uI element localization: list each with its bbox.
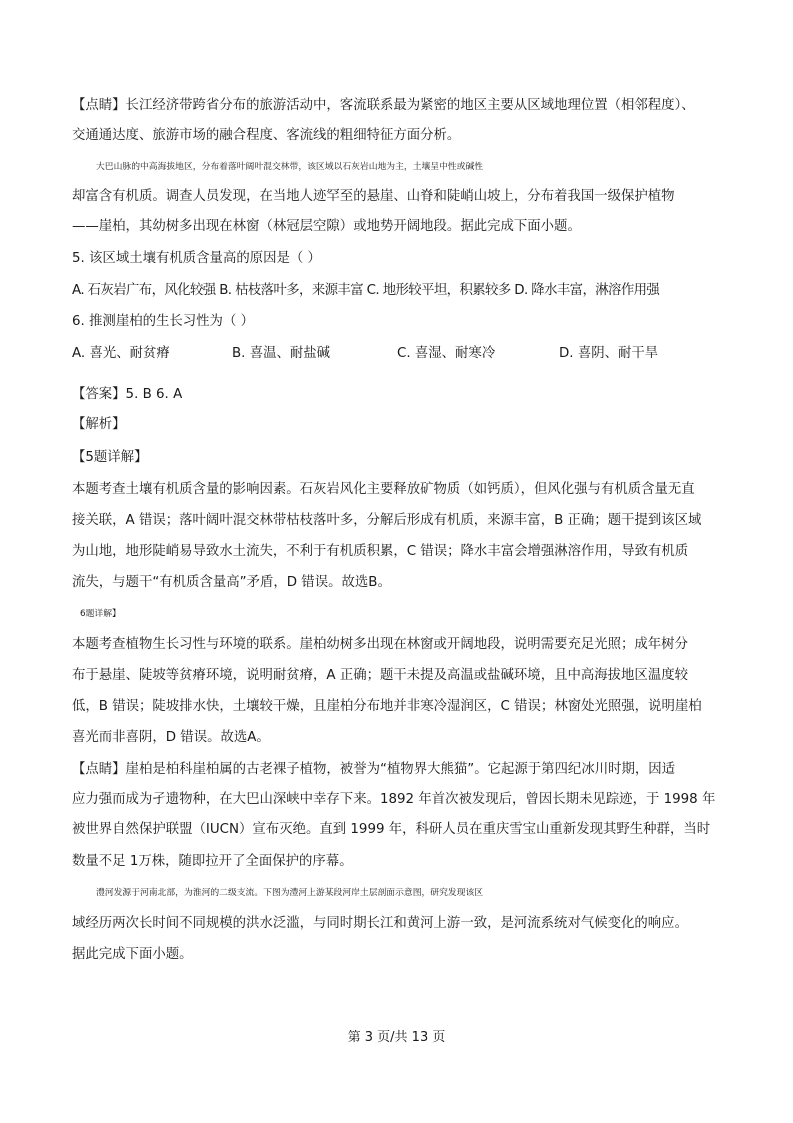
page-footer: 第 3 页/共 13 页 bbox=[347, 1030, 446, 1045]
note2-line-1: 【点睛】崖柏是柏科崖柏属的古老裸子植物，被誉为“植物界大熊猫”。它起源于第四纪冰川时期，因适 bbox=[72, 762, 676, 777]
option-a: A. 喜光、耐贫瘠 bbox=[72, 346, 170, 361]
option-c: C. 喜湿、耐寒冷 bbox=[397, 346, 496, 361]
note2-line-4: 数量不足 1万株，随即拉开了全面保护的序幕。 bbox=[72, 854, 353, 869]
question-6-options bbox=[72, 345, 732, 363]
question-6: 6. 推测崖柏的生长习性为（ ） bbox=[72, 314, 254, 329]
option-d: D. 喜阴、耐干旱 bbox=[559, 346, 659, 361]
q5-detail-line-1: 本题考查土壤有机质含量的影响因素。石灰岩风化主要释放矿物质（如钙质），但风化强与有机质含量无直 bbox=[72, 482, 695, 497]
answer-line: 【答案】5. B 6. A bbox=[72, 387, 183, 402]
context-line-2: 却富含有机质。调查人员发现，在当地人迹罕至的悬崖、山脊和陡峭山坡上，分布着我国一级保护植物 bbox=[72, 189, 675, 204]
q6-detail-line-4: 喜光而非喜阴，D 错误。故选A。 bbox=[72, 730, 270, 745]
q5-detail-line-3: 为山地，地形陡峭易导致水土流失，不利于有机质积累，C 错误；降水丰富会增强淋溶作用，导致有机质 bbox=[72, 544, 689, 559]
note-line-1: 【点睛】长江经济带跨省分布的旅游活动中，客流联系最为紧密的地区主要从区域地理位置（相邻程度）、 bbox=[72, 98, 695, 113]
option-b: B. 喜温、耐盐碱 bbox=[232, 346, 331, 361]
q5-detail-heading: 【5题详解】 bbox=[72, 450, 148, 465]
note2-line-2: 应力强而成为孑遗物种，在大巴山深峡中幸存下来。1892 年首次被发现后，曾因长期未见踪迹，于 1998 年 bbox=[72, 792, 716, 807]
q6-detail-line-2: 布于悬崖、陡坡等贫瘠环境，说明耐贫瘠，A 正确；题干未提及高温或盐碱环境，且中高海拔地区温度较 bbox=[72, 668, 688, 683]
q6-detail-heading: 6题详解】 bbox=[80, 609, 121, 619]
q5-detail-line-4: 流失，与题干“有机质含量高”矛盾，D 错误。故选B。 bbox=[72, 575, 391, 590]
analysis-heading: 【解析】 bbox=[72, 417, 126, 432]
note-line-2: 交通通达度、旅游市场的融合程度、客流线的粗细特征方面分析。 bbox=[72, 128, 461, 143]
context-line-1: 大巴山脉的中高海拔地区，分布着落叶阔叶混交林带，该区域以石灰岩山地为主，土壤呈中性或碱性 bbox=[96, 162, 484, 172]
context2-line-2: 域经历两次长时间不同规模的洪水泛滥，与同时期长江和黄河上游一致，是河流系统对气候变化的响应。 bbox=[72, 916, 688, 931]
question-5-options: A. 石灰岩广布，风化较强 B. 枯枝落叶多，来源丰富 C. 地形较平坦，积累较多 D. 降水丰富，淋溶作用强 bbox=[72, 283, 660, 298]
context2-line-1: 澧河发源于河南北部，为淮河的二级支流。下图为澧河上游某段河岸土层剖面示意图，研究发现该区 bbox=[96, 888, 484, 898]
note2-line-3: 被世界自然保护联盟（IUCN）宣布灭绝。直到 1999 年，科研人员在重庆雪宝山重新发现其野生种群，当时 bbox=[72, 822, 711, 837]
context-line-3: ——崖柏，其幼树多出现在林窗（林冠层空隙）或地势开阔地段。据此完成下面小题。 bbox=[72, 219, 581, 234]
q6-detail-line-3: 低，B 错误；陡坡排水快，土壤较干燥，且崖柏分布地并非寒冷湿润区，C 错误；林窗处光照强，说明崖柏 bbox=[72, 699, 702, 714]
context2-line-3: 据此完成下面小题。 bbox=[72, 947, 193, 962]
q5-detail-line-2: 接关联，A 错误；落叶阔叶混交林带枯枝落叶多，分解后形成有机质，来源丰富，B 正确；题干提到该区域 bbox=[72, 513, 702, 528]
question-5: 5. 该区域土壤有机质含量高的原因是（ ） bbox=[72, 251, 321, 266]
q6-detail-line-1: 本题考查植物生长习性与环境的联系。崖柏幼树多出现在林窗或开阔地段，说明需要充足光照；成年树分 bbox=[72, 637, 688, 652]
